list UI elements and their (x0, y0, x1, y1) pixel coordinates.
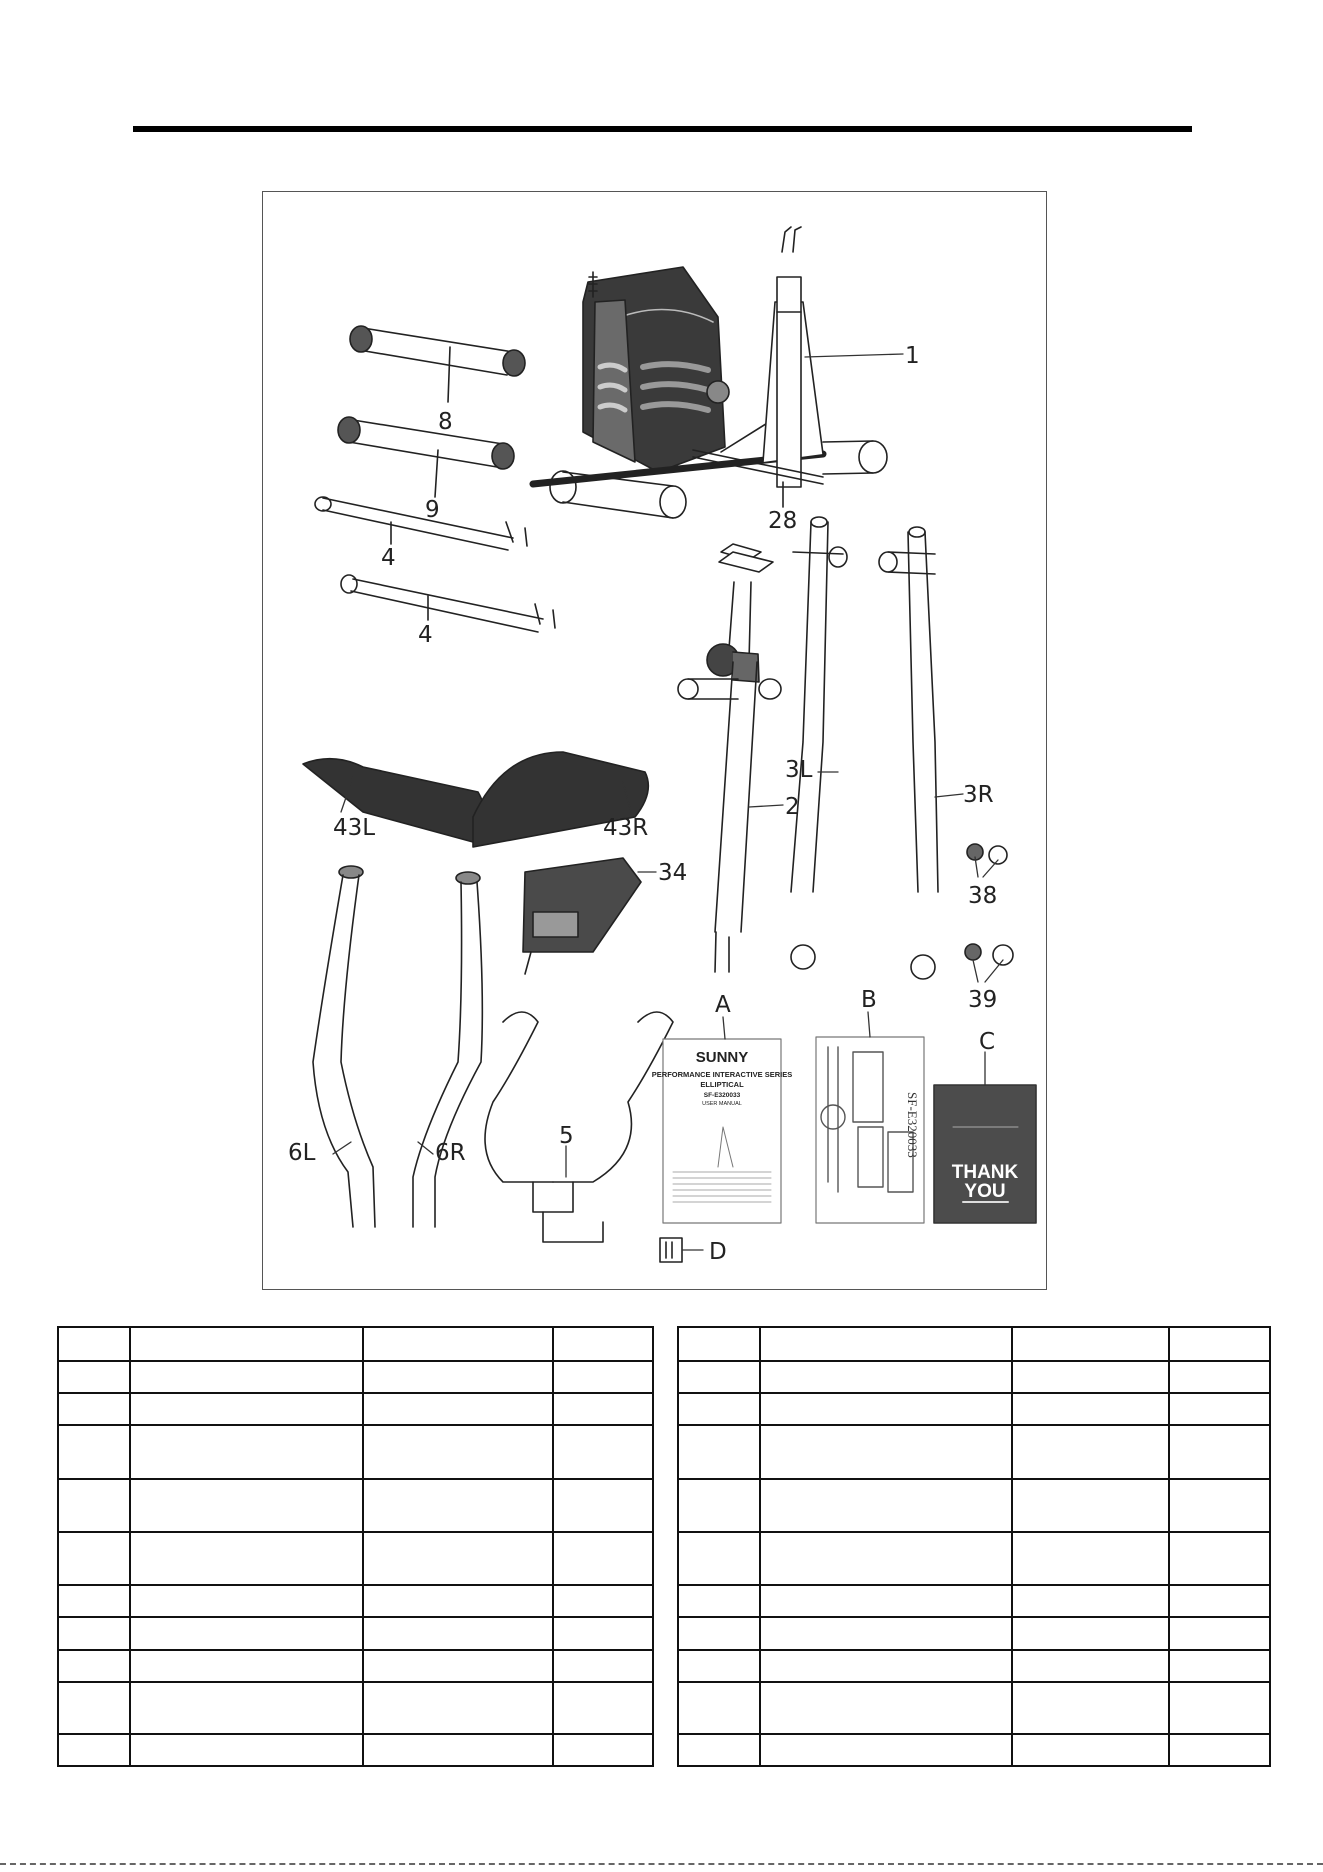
table-row (58, 1532, 653, 1585)
rail-4-upper (315, 497, 527, 550)
console-34 (523, 858, 641, 974)
nut-39 (965, 944, 1013, 965)
callout-34: 34 (658, 860, 688, 886)
manual-product: ELLIPTICAL (700, 1080, 744, 1089)
lower-arm-6L (313, 866, 375, 1227)
callout-28: 28 (768, 508, 798, 534)
table-row (58, 1734, 653, 1766)
table-row (58, 1682, 653, 1734)
thank-card-line1: THANK (951, 1162, 1019, 1183)
callout-2: 2 (785, 794, 800, 820)
table-row (58, 1425, 653, 1479)
front-post-2 (678, 544, 781, 972)
table-row (678, 1479, 1270, 1532)
callout-3R: 3R (963, 782, 994, 808)
top-rule (133, 126, 1192, 132)
callout-A: A (715, 992, 731, 1018)
table-row (678, 1734, 1270, 1766)
manual-model: SF-E320033 (703, 1092, 741, 1099)
table-row (58, 1650, 653, 1682)
callout-4-upper: 4 (381, 545, 396, 571)
callout-C: C (979, 1029, 996, 1055)
callout-1: 1 (905, 343, 920, 369)
parts-diagram (262, 191, 1047, 1290)
table-row (58, 1361, 653, 1393)
callout-39: 39 (968, 987, 998, 1013)
callout-8: 8 (438, 409, 453, 435)
callout-5: 5 (559, 1123, 574, 1149)
callout-43L: 43L (333, 815, 376, 841)
washer-38 (967, 844, 1007, 864)
table-row (678, 1617, 1270, 1650)
callout-38: 38 (968, 883, 998, 909)
handle-arm-3R (879, 527, 938, 979)
item-d (660, 1238, 682, 1262)
callout-43R: 43R (603, 815, 649, 841)
parts-table-right (677, 1326, 1271, 1767)
rail-4-lower (341, 575, 555, 632)
table-row (58, 1393, 653, 1425)
table-row (678, 1327, 1270, 1361)
table-row (678, 1425, 1270, 1479)
callout-6L: 6L (288, 1140, 316, 1166)
callout-6R: 6R (435, 1140, 466, 1166)
manual-brand: SUNNY (695, 1049, 749, 1066)
front-stabilizer-9 (338, 417, 514, 497)
callout-D: D (709, 1239, 727, 1265)
thank-card-line2: YOU (964, 1181, 1006, 1202)
table-row (678, 1585, 1270, 1617)
callout-B: B (861, 987, 877, 1013)
tool-card-model: SF-E320033 (905, 1092, 920, 1158)
table-row (58, 1585, 653, 1617)
pedal-43L (303, 759, 485, 842)
table-row (58, 1327, 653, 1361)
callout-9: 9 (425, 497, 440, 523)
callout-3L: 3L (785, 757, 813, 783)
handlebar-5 (485, 1012, 673, 1242)
rear-stabilizer-8 (350, 326, 525, 402)
table-row (678, 1393, 1270, 1425)
table-row (678, 1532, 1270, 1585)
manual-series: PERFORMANCE INTERACTIVE SERIES (651, 1070, 793, 1079)
table-row (58, 1617, 653, 1650)
main-frame (533, 227, 887, 518)
item-a-user-manual (663, 1039, 781, 1223)
manual-subtitle: USER MANUAL (702, 1101, 742, 1107)
parts-table-left (57, 1326, 654, 1767)
bottom-dashed-rule (0, 1863, 1323, 1865)
callout-4-lower: 4 (418, 622, 433, 648)
item-c-thank-you-card (934, 1085, 1036, 1223)
handle-arm-3L (791, 517, 847, 969)
table-row (58, 1479, 653, 1532)
table-row (678, 1682, 1270, 1734)
table-row (678, 1650, 1270, 1682)
lower-arm-6R (413, 872, 482, 1227)
table-row (678, 1361, 1270, 1393)
